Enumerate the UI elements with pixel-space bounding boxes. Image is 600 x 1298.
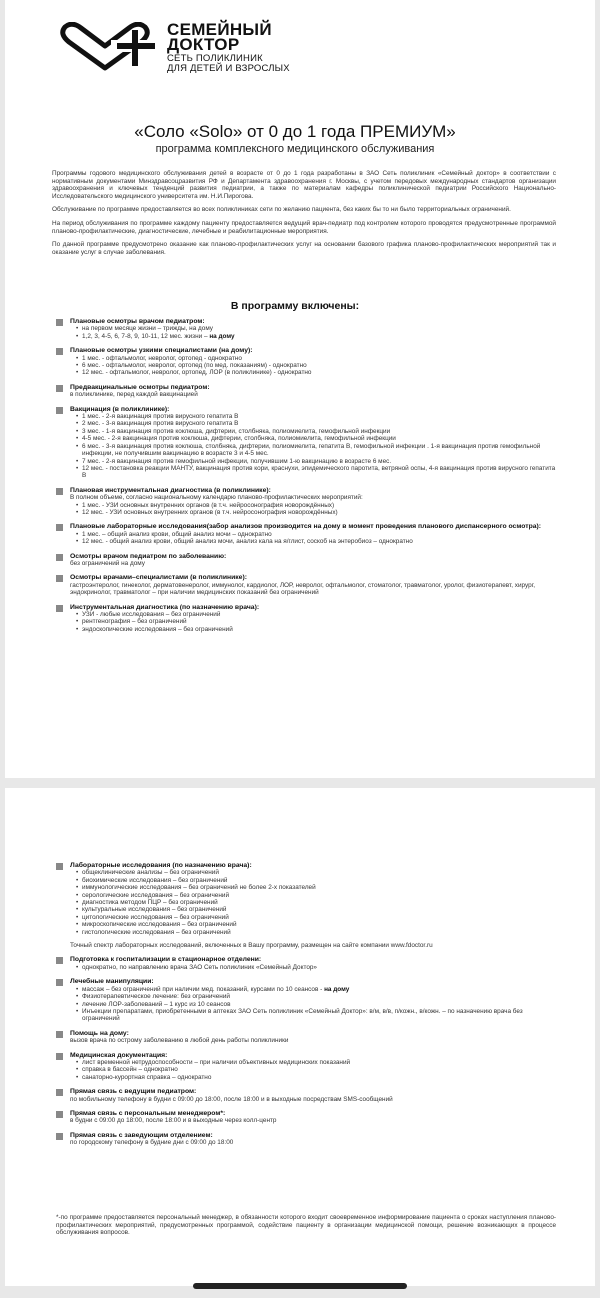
list-item: [76, 884, 556, 891]
scroll-indicator[interactable]: [193, 1283, 407, 1289]
list-item-text: 12 мес. - общий анализ крови, общий анализ мочи, анализ кала на я/глист, соскоб на энтеробиоз – однократно: [82, 538, 413, 546]
logo-tagline-line1: СЕТЬ ПОЛИКЛИНИК: [167, 53, 263, 64]
list-item-text: лечение ЛОР-заболеваний – 1 курс из 10 сеансов: [82, 1000, 231, 1008]
section-text: В полном объеме, согласно национальному календарю планово-профилактических мероприятий:: [70, 494, 363, 502]
list-item: [76, 458, 556, 465]
program-title: «Соло «Solo» от 0 до 1 года ПРЕМИУМ»: [134, 122, 456, 141]
section-title: Помощь на дому:: [70, 1029, 129, 1037]
section-text: гастроэнтеролог, гинеколог, дерматовенеролог, иммунолог, кардиолог, ЛОР, невролог, офтальмолог, стоматолог, травматолог, уролог, физиотерапевт, хирург, эндокринолог, травматолог – при наличии медицинских показаний без ограничений: [70, 581, 536, 597]
list-item-text: 1 мес. - УЗИ основных внутренних органов (в т.ч. нейросонография новорождённых): [82, 501, 335, 509]
square-bullet-icon: [56, 1133, 63, 1140]
list-item-text: серологические исследования – без ограничений: [82, 891, 230, 899]
program-section: [56, 1132, 556, 1147]
section-title: Подготовка к госпитализации в стационарное отделени:: [70, 956, 262, 964]
list-item: [76, 435, 556, 442]
list-item-text: 1,2, 3, 4-5, 6, 7-8, 9, 10-11, 12 мес. жизни –: [82, 332, 208, 340]
intro-paragraph: По данной программе предусмотрено оказание как планово-профилактических услуг на основании базового графика планово-профилактических мероприятий так и оказание услуг в случае заболевания.: [52, 241, 556, 256]
section-title: Плановые осмотры врачом педиатром:: [70, 318, 205, 325]
program-section: [56, 553, 556, 568]
square-bullet-icon: [56, 1111, 63, 1118]
list-item: [76, 906, 556, 913]
program-section: [56, 862, 556, 949]
list-item: [76, 986, 556, 993]
square-bullet-icon: [56, 407, 63, 414]
list-item: [76, 993, 556, 1000]
section-items: [70, 1059, 556, 1081]
logo-name-line2: ДОКТОР: [167, 35, 240, 54]
list-item: [76, 1008, 556, 1023]
section-title: Прямая связь с заведующим отделением:: [70, 1131, 213, 1139]
list-item: [76, 618, 556, 625]
section-title: Лечебные манипуляции:: [70, 978, 154, 986]
list-item-text: 1 мес. - 2-я вакцинация против вирусного гепатита В: [82, 413, 239, 421]
program-section: [56, 347, 556, 377]
intro-paragraph: На период обслуживания по программе каждому пациенту предоставляется ведущий врач-педиатр под контролем которого проводятся предусмотренные программой планово-профилактические, диагностические, лечебные и реабилитационные мероприятия.: [52, 219, 556, 235]
list-item-text: 3 мес. - 1-я вакцинация против коклюша, дифтерии, столбняка, полиомиелита, гемофильной инфекции: [82, 427, 391, 435]
section-title: Плановая инструментальная диагностика (в поликлинике):: [70, 486, 271, 494]
list-item: [76, 929, 556, 936]
list-item: [76, 443, 556, 458]
list-item: [76, 502, 556, 509]
list-item: [76, 538, 556, 545]
list-item: [76, 892, 556, 899]
list-item: [76, 413, 556, 420]
list-item: [76, 333, 556, 340]
section-title: Плановые осмотры узкими специалистами (на дому):: [70, 347, 253, 355]
program-section: [56, 1052, 556, 1082]
square-bullet-icon: [56, 1089, 63, 1096]
section-text: в поликлинике, перед каждой вакцинацией: [70, 391, 198, 399]
program-section: [56, 487, 556, 517]
program-section: [56, 1030, 556, 1045]
list-item: [76, 626, 556, 633]
section-items: [70, 611, 556, 633]
list-item: [76, 964, 556, 971]
program-section: [56, 523, 556, 545]
square-bullet-icon: [56, 319, 63, 326]
square-bullet-icon: [56, 1053, 63, 1060]
list-item-text: Физиотерапевтическое лечение: без ограничений: [82, 993, 230, 1001]
program-section: [56, 956, 556, 971]
sections-list-page2: [56, 862, 556, 1154]
program-section: [56, 1088, 556, 1103]
square-bullet-icon: [56, 1031, 63, 1038]
list-item-text: 1 мес. – общий анализ крови, общий анализ мочи – однократно: [82, 530, 272, 538]
section-title: Вакцинация (в поликлинике):: [70, 405, 170, 413]
section-title: Лабораторные исследования (по назначению врача):: [70, 862, 252, 869]
list-item-text: эндоскопические исследования – без ограничений: [82, 625, 233, 633]
section-items: [70, 986, 556, 1023]
section-title: Инструментальная диагностика (по назначению врача):: [70, 603, 260, 611]
section-title: Прямая связь с персональным менеджером*:: [70, 1109, 226, 1117]
list-item-text: диагностика методом ПЦР – без ограничений: [82, 899, 218, 907]
program-subtitle: программа комплексного медицинского обслуживания: [155, 143, 435, 155]
square-bullet-icon: [56, 863, 63, 870]
list-item-text: рентгенография – без ограничений: [82, 618, 187, 626]
section-items: [70, 325, 556, 340]
list-item-text: однократно, по направлению врача ЗАО Сеть поликлиник «Семейный Доктор»: [82, 963, 317, 971]
section-note: Точный спектр лабораторных исследований, включенных в Вашу программу, размещен на сайте компании www.fdoctor.ru: [70, 942, 433, 950]
list-item: [76, 1001, 556, 1008]
list-item-text: лист временной нетрудоспособности – при наличии объективных медицинских показаний: [82, 1058, 351, 1066]
logo-name-line1: СЕМЕЙНЫЙ: [167, 20, 272, 39]
section-items: [70, 413, 556, 480]
section-title: Предвакцинальные осмотры педиатром:: [70, 383, 210, 391]
program-section: [56, 604, 556, 634]
program-section: [56, 318, 556, 340]
section-text: по мобильному телефону в будни с 09:00 до 18:00, после 18:00 и в выходные посредствам SMS-сообщений: [70, 1095, 393, 1103]
list-item-text: микроскопические исследования – без ограничений: [82, 921, 237, 929]
list-item-text: 1 мес. - офтальмолог, невролог, ортопед - однократно: [82, 354, 242, 362]
company-logo: [55, 18, 295, 78]
program-section: [56, 406, 556, 480]
intro-paragraph: Программы годового медицинского обслуживания детей в возрасте от 0 до 1 года разработаны в ЗАО Сеть поликлиник «Семейный доктор» в соответствии с нормативным документами Минздравсоцразвития РФ и Департамента здравоохранения г. Москвы, с учетом передовых международных стандартов организации здравоохранения и ключевых тенденций развития педиатрии, а также по материалам кафедры поликлинической педиатрии Российского Национально-Исследовательского медицинского университета им. Н.И.Пирогова.: [52, 170, 556, 200]
list-item-text: 12 мес. - офтальмолог, невролог, ортопед, ЛОР (в поликлинике) - однократно: [82, 369, 312, 377]
logo-tagline-line2: ДЛЯ ДЕТЕЙ И ВЗРОСЛЫХ: [167, 63, 290, 74]
list-item-text: биохимические исследования – без ограничений: [82, 876, 228, 884]
list-item-text: общеклинические анализы – без ограничений: [82, 869, 219, 877]
list-item-text: 2 мес. - 3-я вакцинация против вирусного гепатита В: [82, 420, 239, 428]
list-item: [76, 869, 556, 876]
section-text: по городскому телефону в будние дни с 09:00 до 18:00: [70, 1139, 234, 1147]
list-item-text: санаторно-курортная справка – однократно: [82, 1073, 212, 1081]
list-item-text: цитологические исследования – без ограничений: [82, 913, 229, 921]
list-item-text: Инъекции препаратами, приобретенными в аптеках ЗАО Сеть поликлиник «Семейный Доктор»: в/м, в/в, п/кожн., в/кожн. – по назначению врача без ограничений: [82, 1007, 523, 1023]
list-item: [76, 1066, 556, 1073]
section-title: Осмотры врачами–специалистами (в поликлинике):: [70, 574, 247, 582]
square-bullet-icon: [56, 524, 63, 531]
heart-cross-icon: [55, 22, 159, 74]
section-items: [70, 869, 556, 936]
list-item: [76, 921, 556, 928]
program-section: [56, 574, 556, 596]
list-item-text: гистологические исследования – без ограничений: [82, 928, 231, 936]
list-item-text: 6 мес. - 3-я вакцинация против коклюша, столбняка, дифтерии, полиомиелита, гепатита В, гемофильной инфекции . 1-я вакцинация против гемофильной инфекции, не получившим вакцинацию в возрасте 3 и 4-5 мес.: [82, 442, 541, 458]
program-section: [56, 978, 556, 1022]
list-item-text: 7 мес. - 2-я вакцинация против гемофильной инфекции, получившим 1-ю вакцинацию в возрасте 6 мес.: [82, 457, 392, 465]
section-text: в будни с 09:00 до 18:00, после 18:00 и в выходные через колл-центр: [70, 1117, 277, 1125]
list-item: [76, 355, 556, 362]
sections-list-page1: [56, 318, 556, 640]
square-bullet-icon: [56, 554, 63, 561]
list-item: [76, 465, 556, 480]
square-bullet-icon: [56, 575, 63, 582]
square-bullet-icon: [56, 385, 63, 392]
list-item-text: 6 мес. - офтальмолог, невролог, ортопед (по мед. показаниям) - однократно: [82, 362, 307, 370]
list-item-text: справка в бассейн – однократно: [82, 1066, 178, 1074]
list-item-text: на первом месяце жизни – трижды, на дому: [82, 325, 213, 333]
square-bullet-icon: [56, 348, 63, 355]
section-text: без ограничений на дому: [70, 559, 145, 567]
list-item-text: массаж – без ограничений при наличии мед. показаний, курсами по 10 сеансов -: [82, 985, 323, 993]
section-text: вызов врача по острому заболеванию в любой день работы поликлиники: [70, 1037, 289, 1045]
list-item-text: культуральные исследования – без ограничений: [82, 906, 227, 914]
square-bullet-icon: [56, 488, 63, 495]
list-item: [76, 1074, 556, 1081]
program-section: [56, 384, 556, 399]
list-item-text: 4-5 мес. - 2-я вакцинация против коклюша, дифтерии, столбняка, полиомиелита, гемофильной инфекции: [82, 435, 396, 443]
list-item: [76, 420, 556, 427]
included-heading: В программу включены:: [230, 300, 360, 312]
footnote: *-по программе предоставляется персональный менеджер, в обязанности которого входит своевременное информирование пациента о сроках наступления планово-профилактических мероприятий, предусмотренных программой, содействие пациенту в организации медицинской помощи, решение возникающих в процессе обслуживания вопросов.: [56, 1214, 556, 1237]
list-item-text: иммунологические исследования – без ограничений не более 2-х показателей: [82, 884, 316, 892]
logo-tagline: [167, 54, 290, 74]
square-bullet-icon: [56, 605, 63, 612]
section-title: Прямая связь с ведущим педиатром:: [70, 1088, 197, 1096]
intro-paragraph: Обслуживание по программе предоставляется во всех поликлиниках сети по желанию пациента, без каких бы то ни было территориальных ограничений.: [52, 206, 511, 214]
section-items: [70, 964, 556, 971]
list-item-text: 12 мес. - постановка реакции МАНТУ, вакцинация против кори, краснухи, эпидемического паротита, ветряной оспы, 4-я вакцинация против вирусного гепатита В: [82, 464, 556, 480]
list-item: [76, 325, 556, 332]
list-item-text: УЗИ - любые исследования – без ограничений: [82, 611, 221, 618]
square-bullet-icon: [56, 979, 63, 986]
list-item: [76, 369, 556, 376]
program-section: [56, 1110, 556, 1125]
list-item: [76, 362, 556, 369]
list-item-bold: на дому: [324, 985, 350, 993]
logo-name: [167, 22, 272, 52]
section-title: Медицинская документация:: [70, 1051, 168, 1059]
list-item-bold: на дому: [209, 332, 235, 340]
section-items: [70, 531, 556, 546]
section-title: Осмотры врачом педиатром по заболеванию:: [70, 552, 227, 560]
list-item: [76, 509, 556, 516]
intro-text: [52, 170, 556, 262]
list-item-text: 12 мес. - УЗИ основных внутренних органов (в т.ч. нейросонография новорождённых): [82, 508, 338, 516]
section-title: Плановые лабораторные исследования(забор анализов производится на дому в момент проведения планового диспансерного осмотра):: [70, 523, 542, 531]
square-bullet-icon: [56, 957, 63, 964]
section-items: [70, 355, 556, 377]
section-items: [70, 502, 556, 517]
